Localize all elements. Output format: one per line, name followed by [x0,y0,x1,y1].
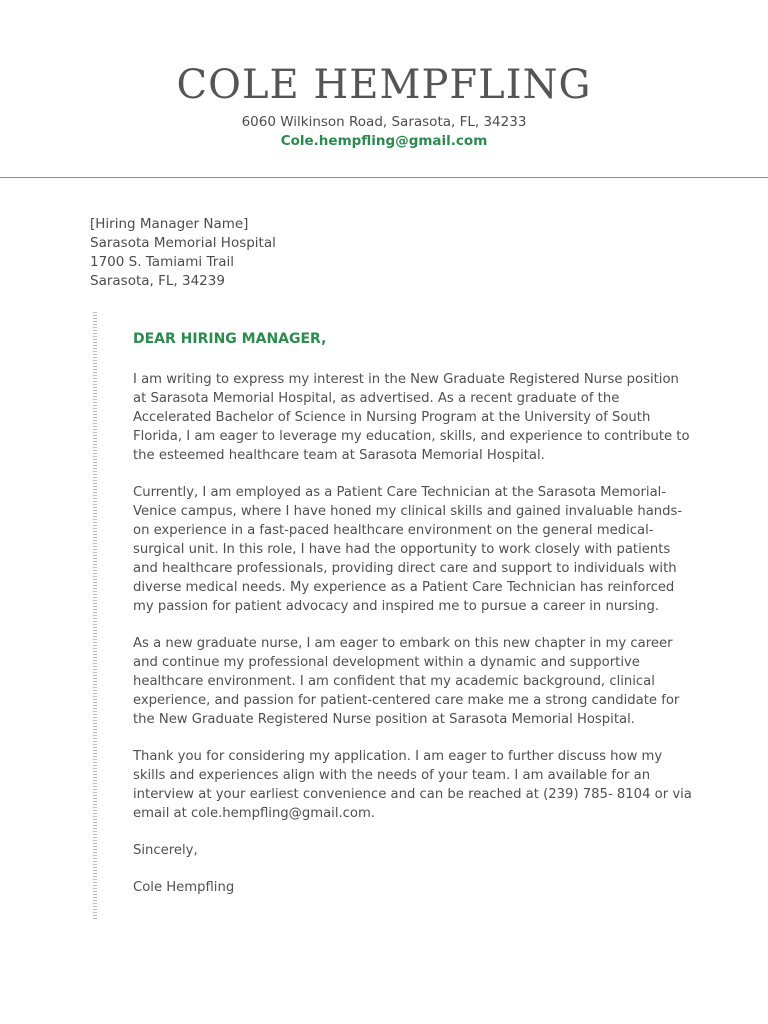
salutation: DEAR HIRING MANAGER, [133,331,327,347]
recipient-line: 1700 S. Tamiami Trail [90,254,235,270]
letter-margin-rule [93,312,97,920]
letter-paragraph: As a new graduate nurse, I am eager to embark on this new chapter in my career and continue my professional development within a dynamic and supportive healthcare environment. I am confident that my academic background, clinical experience, and passion for patient-centered care make me a strong candidate for the New Graduate Registered Nurse position at Sarasota Memorial Hospital. [133,636,680,727]
letter-paragraph: Currently, I am employed as a Patient Care Technician at the Sarasota Memorial-Venice campus, where I have honed my clinical skills and gained invaluable hands-on experience in a fast-paced healthcare environment on the general medical-surgical unit. In this role, I have had the opportunity to work closely with patients and healthcare professionals, providing direct care and support to individuals with diverse medical needs. My experience as a Patient Care Technician has reinforced my passion for patient advocacy and inspired me to pursue a career in nursing. [133,485,683,614]
applicant-email-link[interactable]: Cole.hempfling@gmail.com [280,133,488,149]
applicant-address: 6060 Wilkinson Road, Sarasota, FL, 34233 [241,114,527,130]
header-divider [0,177,768,178]
letter-body [133,330,693,897]
recipient-line: Sarasota Memorial Hospital [90,235,276,251]
letter-paragraph: I am writing to express my interest in the New Graduate Registered Nurse position at Sarasota Memorial Hospital, as advertised. As a recent graduate of the Accelerated Bachelor of Science in Nursing Program at the University of South Florida, I am eager to leverage my education, skills, and experience to contribute to the esteemed healthcare team at Sarasota Memorial Hospital. [133,372,690,463]
letter-paragraph: Thank you for considering my application. I am eager to further discuss how my skills and experiences align with the needs of your team. I am available for an interview at your earliest convenience and can be reached at (239) 785- 8104 or via email at cole.hempfling@gmail.com. [133,749,692,821]
applicant-name: COLE HEMPFLING [176,62,592,108]
closing: Sincerely, [133,843,198,858]
recipient-block [90,215,276,291]
recipient-line: Sarasota, FL, 34239 [90,273,225,289]
recipient-line: [Hiring Manager Name] [90,216,249,232]
signature-name: Cole Hempfling [133,880,235,895]
